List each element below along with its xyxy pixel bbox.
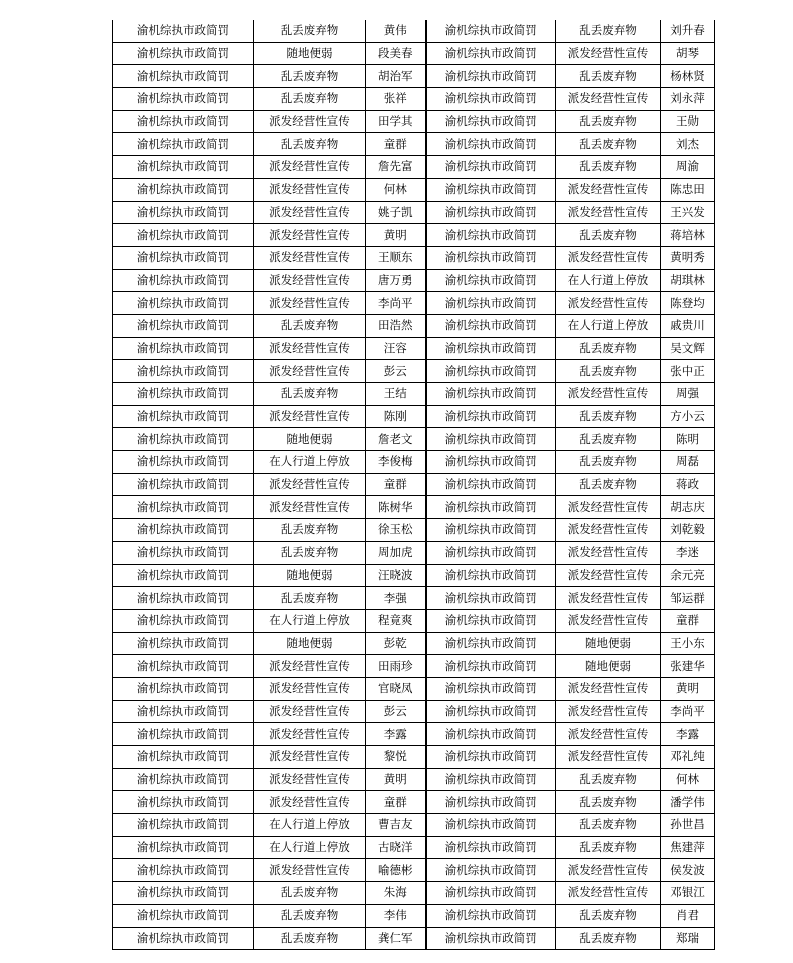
violation-cell: 在人行道上停放 (556, 269, 661, 292)
table-row (113, 768, 715, 791)
violation-cell: 随地便弱 (556, 632, 661, 655)
violation-cell: 派发经营性宣传 (556, 246, 661, 269)
table-row (113, 632, 715, 655)
penalty-records-table (112, 20, 715, 950)
name-cell: 程竟爽 (366, 609, 426, 632)
table-row (113, 156, 715, 179)
name-cell: 王结 (366, 383, 426, 406)
name-cell: 童群 (366, 791, 426, 814)
name-cell: 陈刚 (366, 405, 426, 428)
name-cell: 姚子凯 (366, 201, 426, 224)
violation-cell: 派发经营性宣传 (556, 564, 661, 587)
violation-cell: 派发经营性宣传 (254, 746, 366, 769)
violation-cell: 乱丢废弃物 (556, 791, 661, 814)
violation-cell: 派发经营性宣传 (556, 587, 661, 610)
violation-cell: 派发经营性宣传 (556, 383, 661, 406)
violation-cell: 乱丢废弃物 (556, 110, 661, 133)
violation-cell: 乱丢废弃物 (556, 473, 661, 496)
name-cell: 陈忠田 (661, 178, 715, 201)
violation-cell: 乱丢废弃物 (556, 65, 661, 88)
name-cell: 蒋政 (661, 473, 715, 496)
case-type-cell: 渝机综执市政简罚 (113, 746, 254, 769)
name-cell: 何林 (366, 178, 426, 201)
violation-cell: 乱丢废弃物 (556, 927, 661, 950)
violation-cell: 随地便弱 (254, 428, 366, 451)
name-cell: 孙世昌 (661, 814, 715, 837)
name-cell: 彭乾 (366, 632, 426, 655)
violation-cell: 派发经营性宣传 (254, 156, 366, 179)
case-type-cell: 渝机综执市政简罚 (113, 632, 254, 655)
case-type-cell: 渝机综执市政简罚 (426, 428, 556, 451)
violation-cell: 派发经营性宣传 (556, 609, 661, 632)
violation-cell: 派发经营性宣传 (254, 859, 366, 882)
case-type-cell: 渝机综执市政简罚 (426, 700, 556, 723)
table-row (113, 246, 715, 269)
case-type-cell: 渝机综执市政简罚 (113, 609, 254, 632)
case-type-cell: 渝机综执市政简罚 (113, 246, 254, 269)
name-cell: 田学其 (366, 110, 426, 133)
name-cell: 邹运群 (661, 587, 715, 610)
violation-cell: 派发经营性宣传 (556, 292, 661, 315)
table-row (113, 859, 715, 882)
table-row (113, 451, 715, 474)
case-type-cell: 渝机综执市政简罚 (113, 814, 254, 837)
name-cell: 童群 (661, 609, 715, 632)
violation-cell: 派发经营性宣传 (254, 178, 366, 201)
table-row (113, 314, 715, 337)
violation-cell: 在人行道上停放 (254, 814, 366, 837)
case-type-cell: 渝机综执市政简罚 (426, 882, 556, 905)
case-type-cell: 渝机综执市政简罚 (113, 882, 254, 905)
violation-cell: 派发经营性宣传 (254, 246, 366, 269)
table-row (113, 65, 715, 88)
table-row (113, 337, 715, 360)
case-type-cell: 渝机综执市政简罚 (113, 405, 254, 428)
name-cell: 蒋培林 (661, 224, 715, 247)
case-type-cell: 渝机综执市政简罚 (426, 383, 556, 406)
case-type-cell: 渝机综执市政简罚 (113, 836, 254, 859)
violation-cell: 随地便弱 (254, 632, 366, 655)
name-cell: 彭云 (366, 360, 426, 383)
case-type-cell: 渝机综执市政简罚 (113, 859, 254, 882)
case-type-cell: 渝机综执市政简罚 (426, 314, 556, 337)
name-cell: 胡琪林 (661, 269, 715, 292)
case-type-cell: 渝机综执市政简罚 (113, 110, 254, 133)
name-cell: 周强 (661, 383, 715, 406)
table-row (113, 496, 715, 519)
case-type-cell: 渝机综执市政简罚 (426, 519, 556, 542)
table-row (113, 224, 715, 247)
name-cell: 张祥 (366, 88, 426, 111)
violation-cell: 随地便弱 (556, 655, 661, 678)
name-cell: 童群 (366, 133, 426, 156)
violation-cell: 派发经营性宣传 (556, 178, 661, 201)
violation-cell: 派发经营性宣传 (556, 746, 661, 769)
violation-cell: 派发经营性宣传 (254, 768, 366, 791)
name-cell: 詹老文 (366, 428, 426, 451)
table-row (113, 814, 715, 837)
table-row (113, 882, 715, 905)
case-type-cell: 渝机综执市政简罚 (113, 428, 254, 451)
case-type-cell: 渝机综执市政简罚 (113, 337, 254, 360)
case-type-cell: 渝机综执市政简罚 (113, 564, 254, 587)
table-row (113, 88, 715, 111)
name-cell: 黄明 (661, 677, 715, 700)
violation-cell: 派发经营性宣传 (556, 677, 661, 700)
table-row (113, 587, 715, 610)
violation-cell: 随地便弱 (254, 564, 366, 587)
case-type-cell: 渝机综执市政简罚 (426, 791, 556, 814)
case-type-cell: 渝机综执市政简罚 (426, 42, 556, 65)
violation-cell: 乱丢废弃物 (556, 337, 661, 360)
case-type-cell: 渝机综执市政简罚 (426, 224, 556, 247)
case-type-cell: 渝机综执市政简罚 (113, 292, 254, 315)
violation-cell: 乱丢废弃物 (254, 20, 366, 42)
name-cell: 李尚平 (366, 292, 426, 315)
case-type-cell: 渝机综执市政简罚 (113, 904, 254, 927)
violation-cell: 乱丢废弃物 (556, 836, 661, 859)
name-cell: 官晓凤 (366, 677, 426, 700)
case-type-cell: 渝机综执市政简罚 (426, 110, 556, 133)
case-type-cell: 渝机综执市政简罚 (113, 383, 254, 406)
violation-cell: 乱丢废弃物 (556, 904, 661, 927)
name-cell: 黄伟 (366, 20, 426, 42)
name-cell: 焦建萍 (661, 836, 715, 859)
name-cell: 彭云 (366, 700, 426, 723)
case-type-cell: 渝机综执市政简罚 (426, 564, 556, 587)
table-row (113, 269, 715, 292)
violation-cell: 乱丢废弃物 (254, 927, 366, 950)
name-cell: 邓银江 (661, 882, 715, 905)
case-type-cell: 渝机综执市政简罚 (426, 360, 556, 383)
violation-cell: 派发经营性宣传 (254, 110, 366, 133)
violation-cell: 派发经营性宣传 (254, 224, 366, 247)
case-type-cell: 渝机综执市政简罚 (113, 314, 254, 337)
table-row (113, 677, 715, 700)
violation-cell: 派发经营性宣传 (556, 201, 661, 224)
name-cell: 龚仁军 (366, 927, 426, 950)
name-cell: 李伟 (366, 904, 426, 927)
violation-cell: 派发经营性宣传 (254, 496, 366, 519)
case-type-cell: 渝机综执市政简罚 (113, 201, 254, 224)
case-type-cell: 渝机综执市政简罚 (426, 746, 556, 769)
name-cell: 朱海 (366, 882, 426, 905)
name-cell: 李俊梅 (366, 451, 426, 474)
table-row (113, 42, 715, 65)
violation-cell: 乱丢废弃物 (254, 88, 366, 111)
name-cell: 吴文辉 (661, 337, 715, 360)
violation-cell: 乱丢废弃物 (254, 904, 366, 927)
table-row (113, 904, 715, 927)
case-type-cell: 渝机综执市政简罚 (426, 927, 556, 950)
violation-cell: 派发经营性宣传 (254, 360, 366, 383)
violation-cell: 乱丢废弃物 (556, 451, 661, 474)
violation-cell: 派发经营性宣传 (254, 700, 366, 723)
case-type-cell: 渝机综执市政简罚 (113, 360, 254, 383)
violation-cell: 乱丢废弃物 (254, 519, 366, 542)
name-cell: 胡志庆 (661, 496, 715, 519)
violation-cell: 派发经营性宣传 (254, 473, 366, 496)
case-type-cell: 渝机综执市政简罚 (426, 677, 556, 700)
table-row (113, 201, 715, 224)
case-type-cell: 渝机综执市政简罚 (426, 178, 556, 201)
name-cell: 李尚平 (661, 700, 715, 723)
case-type-cell: 渝机综执市政简罚 (426, 156, 556, 179)
name-cell: 潘学伟 (661, 791, 715, 814)
table-row (113, 360, 715, 383)
case-type-cell: 渝机综执市政简罚 (426, 65, 556, 88)
name-cell: 王小东 (661, 632, 715, 655)
name-cell: 张建华 (661, 655, 715, 678)
name-cell: 侯发波 (661, 859, 715, 882)
case-type-cell: 渝机综执市政简罚 (426, 133, 556, 156)
table-row (113, 292, 715, 315)
case-type-cell: 渝机综执市政简罚 (113, 927, 254, 950)
case-type-cell: 渝机综执市政简罚 (113, 20, 254, 42)
table-row (113, 473, 715, 496)
name-cell: 邓礼纯 (661, 746, 715, 769)
case-type-cell: 渝机综执市政简罚 (113, 791, 254, 814)
case-type-cell: 渝机综执市政简罚 (113, 65, 254, 88)
violation-cell: 乱丢废弃物 (556, 814, 661, 837)
violation-cell: 乱丢废弃物 (556, 133, 661, 156)
case-type-cell: 渝机综执市政简罚 (426, 405, 556, 428)
violation-cell: 派发经营性宣传 (254, 201, 366, 224)
name-cell: 王勋 (661, 110, 715, 133)
violation-cell: 派发经营性宣传 (254, 791, 366, 814)
case-type-cell: 渝机综执市政简罚 (113, 677, 254, 700)
case-type-cell: 渝机综执市政简罚 (426, 473, 556, 496)
name-cell: 李迷 (661, 541, 715, 564)
table-row (113, 836, 715, 859)
violation-cell: 派发经营性宣传 (556, 723, 661, 746)
table-row (113, 20, 715, 42)
name-cell: 王顺东 (366, 246, 426, 269)
name-cell: 余元亮 (661, 564, 715, 587)
name-cell: 刘杰 (661, 133, 715, 156)
violation-cell: 乱丢废弃物 (254, 65, 366, 88)
case-type-cell: 渝机综执市政简罚 (426, 814, 556, 837)
violation-cell: 随地便弱 (254, 42, 366, 65)
violation-cell: 乱丢废弃物 (254, 133, 366, 156)
violation-cell: 乱丢废弃物 (556, 224, 661, 247)
case-type-cell: 渝机综执市政简罚 (113, 42, 254, 65)
case-type-cell: 渝机综执市政简罚 (113, 655, 254, 678)
case-type-cell: 渝机综执市政简罚 (426, 632, 556, 655)
table-row (113, 723, 715, 746)
case-type-cell: 渝机综执市政简罚 (426, 768, 556, 791)
violation-cell: 在人行道上停放 (254, 609, 366, 632)
name-cell: 郑瑞 (661, 927, 715, 950)
name-cell: 杨林贤 (661, 65, 715, 88)
case-type-cell: 渝机综执市政简罚 (426, 496, 556, 519)
case-type-cell: 渝机综执市政简罚 (426, 723, 556, 746)
table-row (113, 405, 715, 428)
violation-cell: 派发经营性宣传 (254, 723, 366, 746)
violation-cell: 在人行道上停放 (556, 314, 661, 337)
name-cell: 胡琴 (661, 42, 715, 65)
name-cell: 周加虎 (366, 541, 426, 564)
name-cell: 喻德彬 (366, 859, 426, 882)
name-cell: 徐玉松 (366, 519, 426, 542)
name-cell: 童群 (366, 473, 426, 496)
table-row (113, 609, 715, 632)
case-type-cell: 渝机综执市政简罚 (113, 496, 254, 519)
case-type-cell: 渝机综执市政简罚 (113, 88, 254, 111)
name-cell: 陈明 (661, 428, 715, 451)
table-row (113, 383, 715, 406)
name-cell: 张中正 (661, 360, 715, 383)
violation-cell: 乱丢废弃物 (556, 428, 661, 451)
case-type-cell: 渝机综执市政简罚 (113, 519, 254, 542)
violation-cell: 派发经营性宣传 (254, 269, 366, 292)
name-cell: 汪容 (366, 337, 426, 360)
table-row (113, 791, 715, 814)
case-type-cell: 渝机综执市政简罚 (426, 20, 556, 42)
violation-cell: 派发经营性宣传 (556, 42, 661, 65)
table-row (113, 428, 715, 451)
violation-cell: 派发经营性宣传 (556, 700, 661, 723)
case-type-cell: 渝机综执市政简罚 (426, 859, 556, 882)
violation-cell: 在人行道上停放 (254, 451, 366, 474)
name-cell: 周磊 (661, 451, 715, 474)
table-row (113, 178, 715, 201)
name-cell: 李露 (366, 723, 426, 746)
case-type-cell: 渝机综执市政简罚 (113, 700, 254, 723)
violation-cell: 派发经营性宣传 (254, 655, 366, 678)
table-row (113, 564, 715, 587)
table-row (113, 655, 715, 678)
violation-cell: 派发经营性宣传 (254, 677, 366, 700)
name-cell: 刘永萍 (661, 88, 715, 111)
case-type-cell: 渝机综执市政简罚 (113, 541, 254, 564)
name-cell: 黄明 (366, 768, 426, 791)
case-type-cell: 渝机综执市政简罚 (426, 451, 556, 474)
violation-cell: 派发经营性宣传 (556, 88, 661, 111)
violation-cell: 派发经营性宣传 (556, 541, 661, 564)
violation-cell: 派发经营性宣传 (254, 337, 366, 360)
name-cell: 曹吉友 (366, 814, 426, 837)
violation-cell: 乱丢废弃物 (254, 587, 366, 610)
name-cell: 黄明 (366, 224, 426, 247)
case-type-cell: 渝机综执市政简罚 (426, 201, 556, 224)
case-type-cell: 渝机综执市政简罚 (113, 768, 254, 791)
case-type-cell: 渝机综执市政简罚 (426, 904, 556, 927)
case-type-cell: 渝机综执市政简罚 (426, 246, 556, 269)
name-cell: 周渝 (661, 156, 715, 179)
name-cell: 陈树华 (366, 496, 426, 519)
case-type-cell: 渝机综执市政简罚 (113, 156, 254, 179)
violation-cell: 乱丢废弃物 (556, 20, 661, 42)
case-type-cell: 渝机综执市政简罚 (113, 178, 254, 201)
violation-cell: 乱丢废弃物 (254, 314, 366, 337)
table-body (113, 20, 715, 950)
name-cell: 方小云 (661, 405, 715, 428)
name-cell: 田浩然 (366, 314, 426, 337)
name-cell: 刘乾毅 (661, 519, 715, 542)
table-row (113, 110, 715, 133)
name-cell: 黄明秀 (661, 246, 715, 269)
violation-cell: 在人行道上停放 (254, 836, 366, 859)
violation-cell: 派发经营性宣传 (556, 496, 661, 519)
case-type-cell: 渝机综执市政简罚 (113, 587, 254, 610)
table-row (113, 700, 715, 723)
name-cell: 唐万勇 (366, 269, 426, 292)
table-row (113, 519, 715, 542)
case-type-cell: 渝机综执市政简罚 (426, 292, 556, 315)
case-type-cell: 渝机综执市政简罚 (426, 836, 556, 859)
case-type-cell: 渝机综执市政简罚 (113, 473, 254, 496)
case-type-cell: 渝机综执市政简罚 (113, 451, 254, 474)
name-cell: 戚贵川 (661, 314, 715, 337)
violation-cell: 派发经营性宣传 (254, 405, 366, 428)
case-type-cell: 渝机综执市政简罚 (113, 224, 254, 247)
name-cell: 王兴发 (661, 201, 715, 224)
case-type-cell: 渝机综执市政简罚 (113, 133, 254, 156)
violation-cell: 乱丢废弃物 (556, 768, 661, 791)
name-cell: 黎悦 (366, 746, 426, 769)
table-row (113, 541, 715, 564)
name-cell: 刘升春 (661, 20, 715, 42)
case-type-cell: 渝机综执市政简罚 (426, 541, 556, 564)
violation-cell: 派发经营性宣传 (556, 519, 661, 542)
table-row (113, 133, 715, 156)
case-type-cell: 渝机综执市政简罚 (113, 269, 254, 292)
violation-cell: 乱丢废弃物 (556, 360, 661, 383)
name-cell: 田雨珍 (366, 655, 426, 678)
name-cell: 何林 (661, 768, 715, 791)
case-type-cell: 渝机综执市政简罚 (426, 337, 556, 360)
violation-cell: 乱丢废弃物 (556, 405, 661, 428)
violation-cell: 派发经营性宣传 (254, 292, 366, 315)
violation-cell: 乱丢废弃物 (254, 383, 366, 406)
case-type-cell: 渝机综执市政简罚 (113, 723, 254, 746)
table-row (113, 746, 715, 769)
name-cell: 李强 (366, 587, 426, 610)
case-type-cell: 渝机综执市政简罚 (426, 587, 556, 610)
name-cell: 陈登均 (661, 292, 715, 315)
case-type-cell: 渝机综执市政简罚 (426, 88, 556, 111)
violation-cell: 乱丢废弃物 (254, 882, 366, 905)
name-cell: 李露 (661, 723, 715, 746)
violation-cell: 乱丢废弃物 (556, 156, 661, 179)
violation-cell: 乱丢废弃物 (254, 541, 366, 564)
table-row (113, 927, 715, 950)
name-cell: 段美春 (366, 42, 426, 65)
name-cell: 汪晓波 (366, 564, 426, 587)
name-cell: 肖君 (661, 904, 715, 927)
case-type-cell: 渝机综执市政简罚 (426, 609, 556, 632)
name-cell: 胡治军 (366, 65, 426, 88)
name-cell: 詹先富 (366, 156, 426, 179)
violation-cell: 派发经营性宣传 (556, 859, 661, 882)
violation-cell: 派发经营性宣传 (556, 882, 661, 905)
case-type-cell: 渝机综执市政简罚 (426, 269, 556, 292)
name-cell: 古晓洋 (366, 836, 426, 859)
case-type-cell: 渝机综执市政简罚 (426, 655, 556, 678)
